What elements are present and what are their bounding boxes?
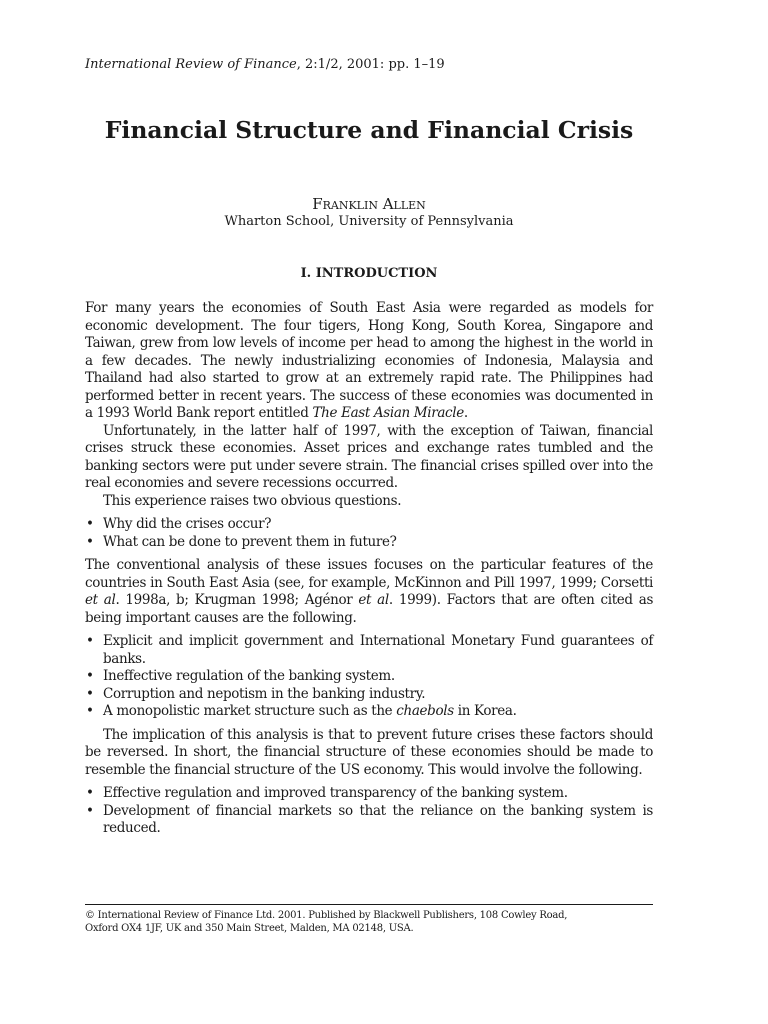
report-title: The East Asian Miracle — [312, 405, 464, 421]
list-item-text: in Korea. — [453, 703, 517, 719]
bullet-icon: • — [86, 533, 94, 550]
running-head — [85, 57, 445, 73]
paragraph: Unfortunately, in the latter half of 1997, with the exception of Taiwan, financial crises struck these economies. Asset prices and exchange rates tumbled and the banking sectors were put under severe strain. The financial crises spilled over into the real economies and severe recessions occurred. — [85, 422, 653, 491]
citation-etal: et al — [85, 592, 116, 608]
chaebols-term: chaebols — [396, 703, 454, 719]
list-item — [85, 633, 653, 668]
list-item — [85, 686, 653, 704]
article-body — [85, 300, 653, 844]
bullet-icon: • — [86, 703, 94, 719]
list-item-text: Why did the crises occur? — [103, 516, 272, 532]
article-title: Financial Structure and Financial Crisis — [104, 116, 634, 144]
bullet-icon: • — [86, 785, 94, 801]
copyright-line: © International Review of Finance Ltd. 2001. Published by Blackwell Publishers, 108 Cowley Road, — [85, 910, 568, 921]
paragraph-text: . 1998a, b; Krugman 1998; Agénor — [115, 592, 359, 608]
list-item-text: What can be done to prevent them in future? — [103, 533, 397, 550]
section-heading: I. INTRODUCTION — [300, 266, 438, 281]
journal-name: International Review of Finance — [85, 57, 297, 72]
author-affiliation: Wharton School, University of Pennsylvania — [224, 214, 514, 229]
list-item-text: Corruption and nepotism in the banking industry. — [103, 685, 426, 702]
bullet-icon: • — [86, 802, 94, 819]
questions-list — [85, 516, 653, 551]
paragraph-text: The conventional analysis of these issues focuses on the particular features of the countries in South East Asia (see, for example, McKinnon and Pill 1997, 1999; Corsetti — [85, 557, 653, 591]
paragraph — [85, 557, 653, 627]
list-item — [85, 516, 653, 534]
paragraph-text: . 1999). Factors that are often cited as being important causes are the following. — [85, 592, 654, 626]
author-name: Franklin Allen — [312, 195, 426, 213]
list-item — [85, 703, 653, 721]
journal-details: , 2:1/2, 2001: pp. 1–19 — [296, 57, 445, 72]
list-item — [85, 803, 653, 838]
paragraph: The implication of this analysis is that to prevent future crises these factors should be reversed. In short, the financial structure of these economies should be made to resemble the financial structure of the US economy. This would involve the following. — [85, 726, 653, 778]
list-item — [85, 668, 653, 686]
paragraph-end: . — [463, 405, 468, 421]
list-item-text: A monopolistic market structure such as the — [103, 703, 397, 719]
article-page — [85, 0, 653, 1024]
bullet-icon: • — [86, 685, 94, 702]
paragraph-text: For many years the economies of South East Asia were regarded as models for economic development. The four tigers, Hong Kong, South Korea, Singapore and Taiwan, grew from low levels of income per head to among the highest in the world in a few decades. The newly industrializing economies of Indonesia, Malaysia and Thailand had also started to grow at an extremely rapid rate. The Philippines had performed better in recent years. The success of these economies was documented in a 1993 World Bank report entitled — [85, 300, 653, 421]
citation-etal: et al — [358, 592, 389, 608]
list-item-text: Effective regulation and improved transparency of the banking system. — [103, 785, 568, 801]
causes-list — [85, 633, 653, 721]
list-item-text: Explicit and implicit government and International Monetary Fund guarantees of banks. — [103, 633, 653, 667]
bullet-icon: • — [86, 633, 94, 649]
copyright-footer — [85, 909, 653, 935]
list-item-text: Ineffective regulation of the banking system. — [103, 668, 395, 684]
paragraph: This experience raises two obvious questions. — [103, 492, 402, 509]
list-item-text: Development of financial markets so that the reliance on the banking system is reduced. — [103, 802, 653, 836]
remedies-list — [85, 785, 653, 838]
list-item — [85, 534, 653, 552]
list-item — [85, 785, 653, 803]
copyright-line: Oxford OX4 1JF, UK and 350 Main Street, Malden, MA 02148, USA. — [85, 923, 414, 934]
bullet-icon: • — [86, 668, 94, 684]
bullet-icon: • — [86, 516, 94, 532]
footer-divider — [85, 904, 653, 905]
paragraph — [85, 300, 653, 423]
